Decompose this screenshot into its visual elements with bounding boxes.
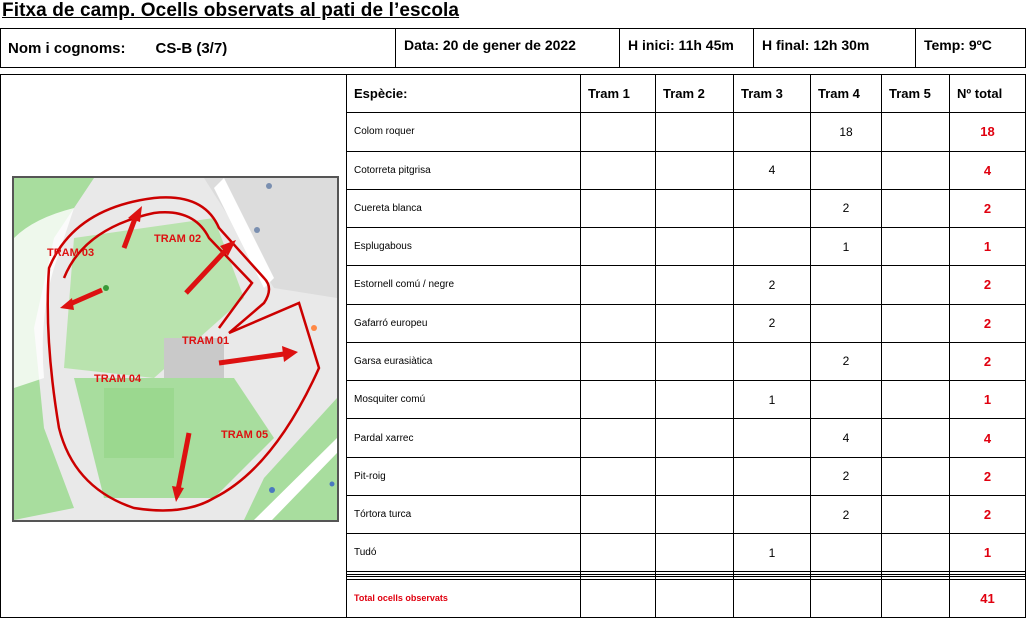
temperature-cell: Temp: 9ºC — [916, 29, 1026, 68]
row-total-cell: 4 — [950, 151, 1026, 189]
column-header: Tram 2 — [656, 75, 734, 113]
table-row — [347, 113, 1026, 151]
count-cell-t1 — [581, 151, 656, 189]
species-cell: Pit-roig — [347, 457, 581, 495]
table-row — [347, 151, 1026, 189]
count-cell-t4 — [811, 534, 882, 572]
column-header: Nº total — [950, 75, 1026, 113]
page-title: Fitxa de camp. Ocells observats al pati de l’escola — [2, 0, 460, 21]
row-total-cell: 2 — [950, 189, 1026, 227]
table-row — [347, 495, 1026, 533]
count-cell-t1 — [581, 495, 656, 533]
count-cell-t5 — [882, 189, 950, 227]
count-cell-t2 — [656, 381, 734, 419]
count-cell-t4 — [811, 151, 882, 189]
column-header: Tram 5 — [882, 75, 950, 113]
count-cell-t2 — [656, 419, 734, 457]
species-cell: Esplugabous — [347, 228, 581, 266]
row-total-cell: 2 — [950, 266, 1026, 304]
count-cell-t4 — [811, 266, 882, 304]
tram-05-label: TRAM 05 — [221, 429, 269, 441]
count-cell-t1 — [581, 228, 656, 266]
table-header-row — [347, 75, 1026, 113]
empty-cell — [882, 579, 950, 617]
species-cell: Colom roquer — [347, 113, 581, 151]
table-row — [347, 189, 1026, 227]
grand-total-cell: 41 — [950, 579, 1026, 617]
species-cell: Tórtora turca — [347, 495, 581, 533]
count-cell-t2 — [656, 189, 734, 227]
count-cell-t5 — [882, 266, 950, 304]
count-cell-t1 — [581, 266, 656, 304]
row-total-cell: 18 — [950, 113, 1026, 151]
count-cell-t4 — [811, 381, 882, 419]
count-cell-t1 — [581, 342, 656, 380]
count-cell-t4: 2 — [811, 189, 882, 227]
total-label: Total ocells observats — [347, 579, 581, 617]
count-cell-t2 — [656, 457, 734, 495]
count-cell-t1 — [581, 381, 656, 419]
count-cell-t4: 18 — [811, 113, 882, 151]
count-cell-t5 — [882, 151, 950, 189]
species-cell: Cotorreta pitgrisa — [347, 151, 581, 189]
count-cell-t4: 4 — [811, 419, 882, 457]
count-cell-t4 — [811, 304, 882, 342]
count-cell-t5 — [882, 495, 950, 533]
column-header: Tram 3 — [734, 75, 811, 113]
count-cell-t3 — [734, 113, 811, 151]
count-cell-t4: 2 — [811, 342, 882, 380]
species-cell: Cuereta blanca — [347, 189, 581, 227]
table-row — [347, 534, 1026, 572]
name-cell — [1, 29, 396, 68]
count-cell-t3: 2 — [734, 266, 811, 304]
total-row — [347, 579, 1026, 617]
count-cell-t3 — [734, 189, 811, 227]
column-header: Tram 1 — [581, 75, 656, 113]
table-row — [347, 228, 1026, 266]
row-total-cell: 2 — [950, 304, 1026, 342]
count-cell-t1 — [581, 304, 656, 342]
header-table — [0, 28, 1026, 68]
name-value: CS-B (3/7) — [155, 39, 228, 57]
count-cell-t4: 2 — [811, 495, 882, 533]
row-total-cell: 4 — [950, 419, 1026, 457]
count-cell-t3 — [734, 342, 811, 380]
count-cell-t5 — [882, 457, 950, 495]
species-cell: Garsa eurasiàtica — [347, 342, 581, 380]
count-cell-t1 — [581, 457, 656, 495]
count-cell-t5 — [882, 419, 950, 457]
count-cell-t3: 1 — [734, 534, 811, 572]
count-cell-t1 — [581, 534, 656, 572]
count-cell-t3: 2 — [734, 304, 811, 342]
count-cell-t2 — [656, 304, 734, 342]
count-cell-t5 — [882, 304, 950, 342]
count-cell-t5 — [882, 381, 950, 419]
table-row — [347, 457, 1026, 495]
row-total-cell: 1 — [950, 228, 1026, 266]
observations-table — [346, 74, 1026, 618]
column-header: Tram 4 — [811, 75, 882, 113]
empty-cell — [581, 579, 656, 617]
row-total-cell: 2 — [950, 457, 1026, 495]
count-cell-t4: 1 — [811, 228, 882, 266]
count-cell-t2 — [656, 113, 734, 151]
name-label: Nom i cognoms: — [8, 39, 126, 57]
count-cell-t2 — [656, 228, 734, 266]
table-row — [347, 419, 1026, 457]
species-cell: Mosquiter comú — [347, 381, 581, 419]
count-cell-t3 — [734, 495, 811, 533]
count-cell-t5 — [882, 113, 950, 151]
species-cell: Gafarró europeu — [347, 304, 581, 342]
row-total-cell: 2 — [950, 495, 1026, 533]
end-time-cell: H final: 12h 30m — [754, 29, 916, 68]
table-row — [347, 342, 1026, 380]
table-row — [347, 381, 1026, 419]
row-total-cell: 1 — [950, 534, 1026, 572]
empty-cell — [656, 579, 734, 617]
count-cell-t2 — [656, 534, 734, 572]
row-total-cell: 1 — [950, 381, 1026, 419]
tram-02-label: TRAM 02 — [154, 233, 202, 245]
route-map — [12, 176, 339, 522]
table-row — [347, 266, 1026, 304]
row-total-cell: 2 — [950, 342, 1026, 380]
count-cell-t3 — [734, 228, 811, 266]
count-cell-t2 — [656, 151, 734, 189]
tram-04-label: TRAM 04 — [94, 373, 142, 385]
count-cell-t1 — [581, 419, 656, 457]
species-cell: Tudó — [347, 534, 581, 572]
count-cell-t2 — [656, 342, 734, 380]
tram-03-label: TRAM 03 — [47, 247, 95, 259]
count-cell-t3 — [734, 419, 811, 457]
count-cell-t5 — [882, 534, 950, 572]
empty-cell — [811, 579, 882, 617]
tram-01-label: TRAM 01 — [182, 335, 230, 347]
count-cell-t2 — [656, 495, 734, 533]
count-cell-t5 — [882, 342, 950, 380]
count-cell-t4: 2 — [811, 457, 882, 495]
empty-cell — [734, 579, 811, 617]
count-cell-t5 — [882, 228, 950, 266]
species-cell: Pardal xarrec — [347, 419, 581, 457]
date-cell: Data: 20 de gener de 2022 — [396, 29, 620, 68]
count-cell-t2 — [656, 266, 734, 304]
species-cell: Estornell comú / negre — [347, 266, 581, 304]
count-cell-t3: 1 — [734, 381, 811, 419]
count-cell-t3 — [734, 457, 811, 495]
route-map-image — [14, 178, 337, 520]
start-time-cell: H inici: 11h 45m — [620, 29, 754, 68]
count-cell-t3: 4 — [734, 151, 811, 189]
column-header: Espècie: — [347, 75, 581, 113]
count-cell-t1 — [581, 113, 656, 151]
count-cell-t1 — [581, 189, 656, 227]
table-row — [347, 304, 1026, 342]
